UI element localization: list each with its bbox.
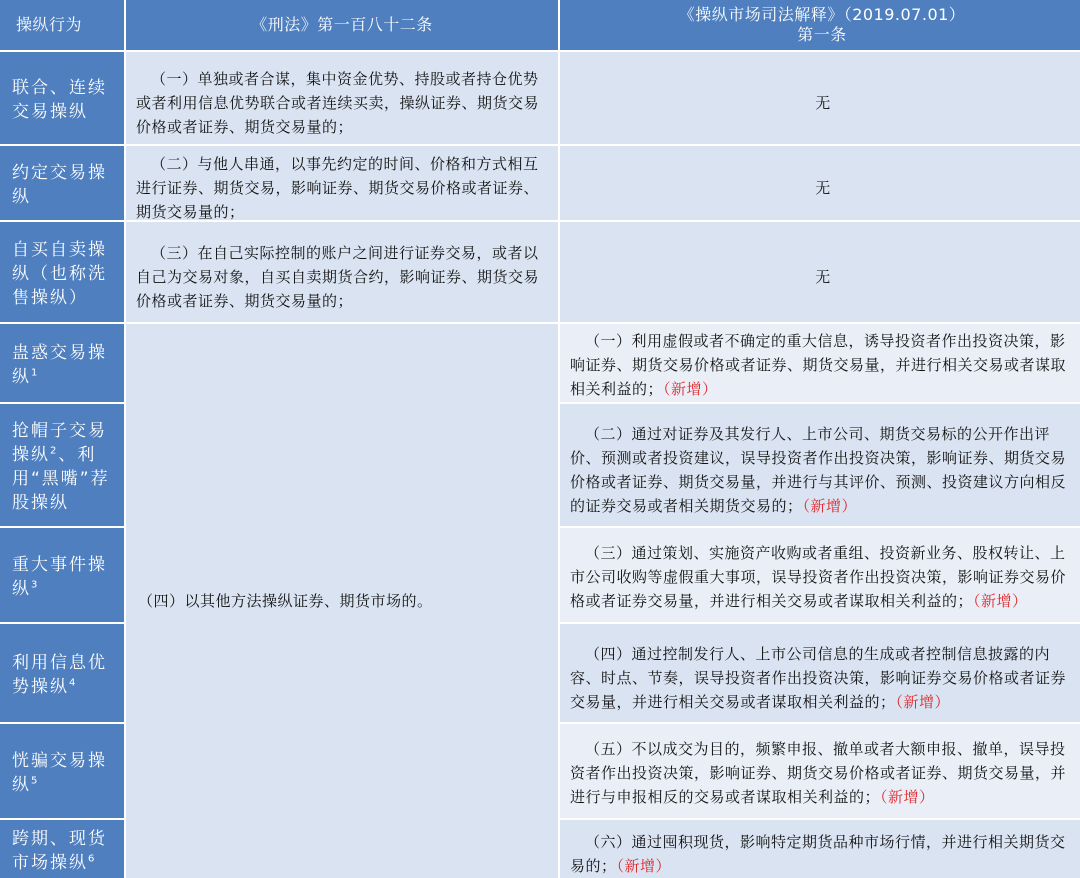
header-interpretation: [560, 0, 1080, 50]
interpretation-cell: [560, 324, 1080, 402]
category-label: 蛊惑交易操纵: [12, 343, 107, 387]
category-cell: [0, 324, 124, 402]
header-behavior: 操纵行为: [0, 0, 124, 50]
interpretation-text: （五）不以成交为目的，频繁申报、撤单或者大额申报、撤单，误导投资者作出投资决策，影响证券、期货交易价格或者证券、期货交易量，并进行与申报相反的交易或者谋取相关利益的；: [570, 740, 1067, 806]
interpretation-text: （六）通过囤积现货，影响特定期货品种市场行情，并进行相关期货交易的；: [570, 833, 1066, 875]
category-label: 抢帽子交易操纵: [12, 421, 107, 465]
footnote-marker: 6: [88, 853, 97, 865]
interpretation-cell: 无: [560, 146, 1080, 220]
header-interpretation-article: 第一条: [797, 25, 847, 44]
criminal-law-text: （二）与他人串通，以事先约定的时间、价格和方式相互进行证券、期货交易，影响证券、期货交易价格或者证券、期货交易量的；: [136, 155, 540, 220]
interpretation-cell: [560, 820, 1080, 878]
new-tag: （新增）: [973, 592, 1028, 610]
interpretation-text: （一）利用虚假或者不确定的重大信息，诱导投资者作出投资决策，影响证券、期货交易价格或者证券、期货交易量，并进行相关交易或者谋取相关利益的；: [570, 332, 1067, 398]
criminal-law-text: （一）单独或者合谋，集中资金优势、持股或者持仓优势或者利用信息优势联合或者连续买卖，操纵证券、期货交易价格或者证券、期货交易量的；: [136, 70, 540, 136]
category-cell: [0, 624, 124, 722]
interpretation-text: （二）通过对证券及其发行人、上市公司、期货交易标的公开作出评价、预测或者投资建议，误导投资者作出投资决策，影响证券、期货交易价格或者证券、期货交易量，并进行与其评价、预测、投资建议方向相反的证券交易或者相关期货交易的；: [570, 425, 1067, 515]
header-interpretation-title: 《操纵市场司法解释》（2019.07.01）: [678, 5, 966, 24]
interpretation-cell: 无: [560, 222, 1080, 322]
category-label: 利用信息优势操纵: [12, 653, 107, 697]
category-cell: [0, 404, 124, 526]
new-tag: （新增）: [663, 380, 718, 398]
header-criminal-law: 《刑法》第一百八十二条: [126, 0, 558, 50]
category-label-suffix: 、利用“黑嘴”荐股操纵: [12, 445, 110, 513]
category-cell: 自买自卖操纵（也称洗售操纵）: [0, 222, 124, 322]
category-cell: 联合、连续交易操纵: [0, 52, 124, 144]
category-cell: [0, 724, 124, 818]
criminal-law-cell: [126, 146, 558, 220]
interpretation-text: （三）通过策划、实施资产收购或者重组、投资新业务、股权转让、上市公司收购等虚假重大事项，误导投资者作出投资决策，影响证券交易价格或者证券交易量，并进行相关交易或者谋取相关利益的；: [570, 544, 1067, 610]
criminal-law-text: （三）在自己实际控制的账户之间进行证券交易，或者以自己为交易对象，自买自卖期货合约，影响证券、期货交易价格或者证券、期货交易量的；: [136, 244, 540, 310]
merged-criminal-law-text: （四）以其他方法操纵证券、期货市场的。: [138, 592, 433, 610]
interpretation-cell: [560, 404, 1080, 526]
new-tag: （新增）: [880, 788, 935, 806]
footnote-marker: 5: [31, 775, 40, 787]
new-tag: （新增）: [802, 497, 858, 515]
interpretation-cell: 无: [560, 52, 1080, 144]
interpretation-cell: [560, 624, 1080, 722]
category-cell: 约定交易操纵: [0, 146, 124, 220]
footnote-marker: 4: [69, 677, 78, 689]
merged-criminal-law-cell: [126, 324, 558, 878]
footnote-marker: 3: [31, 579, 40, 591]
criminal-law-cell: [126, 222, 558, 322]
category-label: 恍骗交易操纵: [12, 751, 107, 795]
footnote-marker: 2: [50, 445, 59, 457]
interpretation-text: （四）通过控制发行人、上市公司信息的生成或者控制信息披露的内容、时点、节奏，误导投资者作出投资决策，影响证券交易价格或者证券交易量，并进行相关交易或者谋取相关利益的；: [570, 645, 1067, 711]
new-tag: （新增）: [616, 857, 672, 875]
category-label: 跨期、现货市场操纵: [12, 829, 107, 873]
category-cell: [0, 528, 124, 622]
category-label: 重大事件操纵: [12, 555, 107, 599]
interpretation-cell: [560, 528, 1080, 622]
footnote-marker: 1: [31, 367, 40, 379]
criminal-law-cell: [126, 52, 558, 144]
interpretation-cell: [560, 724, 1080, 818]
new-tag: （新增）: [895, 693, 951, 711]
category-cell: [0, 820, 124, 878]
